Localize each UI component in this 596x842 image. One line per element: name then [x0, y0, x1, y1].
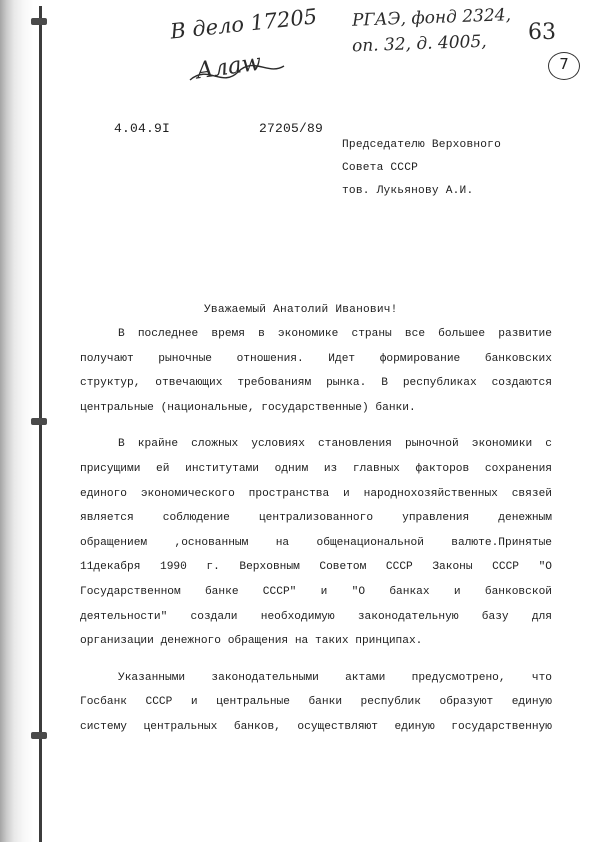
signature-underline: [188, 58, 288, 88]
salutation: Уважаемый Анатолий Иванович!: [204, 304, 398, 316]
text-line: систему центральных банков, осуществляют единую государственную: [80, 720, 552, 733]
text-line: присущими ей институтами одним из главных факторов сохранения: [80, 462, 552, 475]
binding-tick: [31, 732, 47, 739]
archive-line-2: оп. 32, д. 4005,: [351, 31, 487, 57]
text-line: получают рыночные отношения. Идет формирование банковских: [80, 352, 552, 365]
handwritten-signature: Алаw: [194, 49, 263, 85]
paragraph-2: [80, 432, 552, 653]
circled-mark-value: 7: [559, 55, 569, 73]
circled-mark: [548, 52, 580, 80]
binding-tick: [31, 418, 47, 425]
text-line: организации денежного обращения на таких принципах.: [80, 635, 423, 648]
addressee-line: Совета СССР: [342, 162, 419, 174]
archive-page-number: 63: [528, 20, 556, 45]
text-line: является соблюдение централизованного управления денежным: [80, 512, 552, 525]
text-line: центральные (национальные, государственные) банки.: [80, 401, 416, 414]
text-line: 11декабря 1990 г. Верховным Советом СССР Законы СССР "О: [80, 561, 552, 574]
letter-date: 4.04.9I: [114, 121, 171, 136]
text-line: структур, отвечающих требованиям рынка. В республиках создаются: [80, 377, 552, 390]
letter-body: [80, 322, 552, 740]
text-line: Госбанк СССР и центральные банки республик образуют единую: [80, 696, 552, 709]
registration-number: 27205/89: [259, 121, 324, 136]
paragraph-3: [80, 666, 552, 740]
addressee-line: тов. Лукьянову А.И.: [342, 185, 474, 197]
binding-tick: [31, 18, 47, 25]
text-line: обращением ,основанным на общенациональной валюте.Принятые: [80, 536, 552, 549]
paragraph-1: [80, 322, 552, 420]
text-line: Указанными законодательными актами предусмотрено, что: [118, 671, 552, 684]
binding-shadow: [0, 0, 34, 842]
text-line: деятельности" создали необходимую законодательную базу для: [80, 610, 552, 623]
text-line: В последнее время в экономике страны все большее развитие: [118, 328, 552, 340]
handwritten-case-note: В дело 17205: [169, 4, 319, 44]
archive-line-1: РГАЭ, фонд 2324,: [351, 5, 512, 31]
text-line: единого экономического пространства и народнохозяйственных связей: [80, 487, 552, 500]
addressee-line: Председателю Верховного: [342, 139, 502, 151]
text-line: В крайне сложных условиях становления рыночной экономики с: [118, 438, 552, 451]
text-line: Государственном банке СССР" и "О банках и банковской: [80, 585, 552, 598]
